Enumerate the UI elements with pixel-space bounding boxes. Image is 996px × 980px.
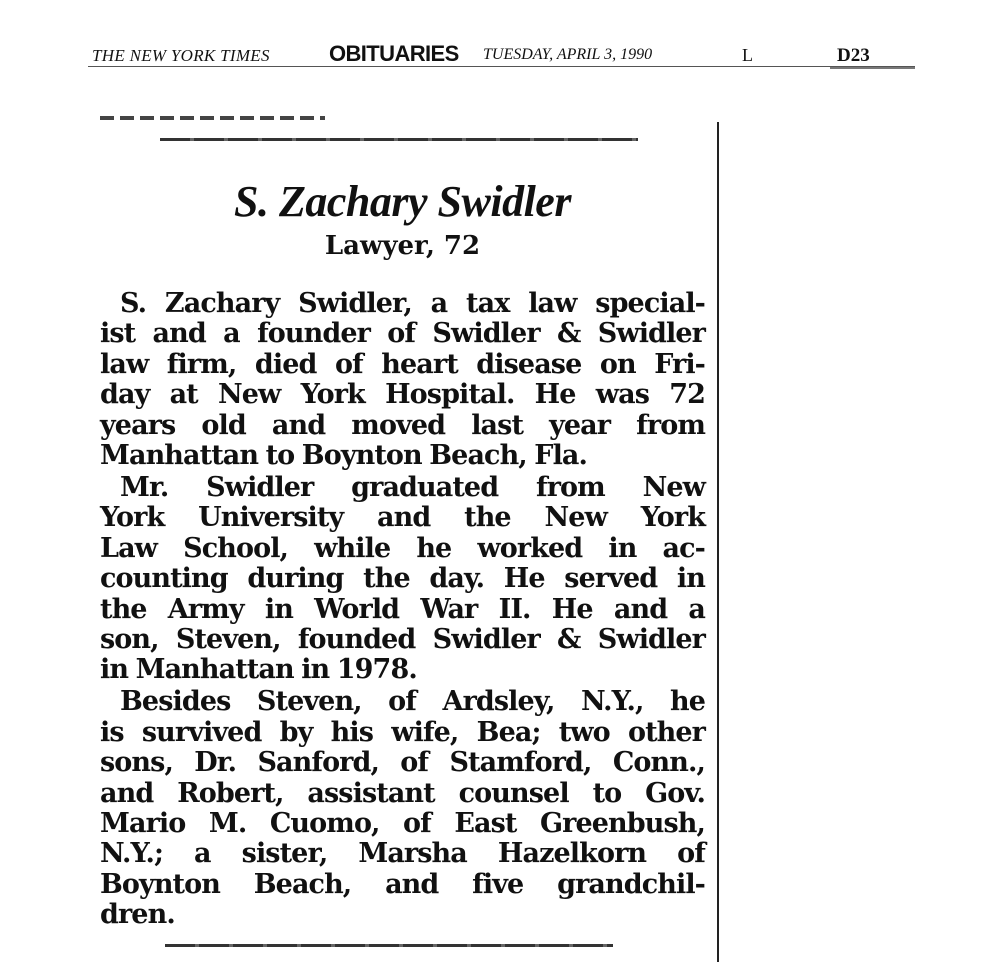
article-line: York University and the New York bbox=[100, 502, 705, 534]
article-line: is survived by his wife, Bea; two other bbox=[100, 716, 705, 748]
previous-article-fragment bbox=[100, 112, 325, 124]
issue-date: TUESDAY, APRIL 3, 1990 bbox=[483, 46, 653, 63]
edition-letter: L bbox=[742, 45, 753, 65]
masthead-rule-accent bbox=[830, 67, 915, 69]
article-paragraph bbox=[100, 687, 705, 930]
obituary-headline: S. Zachary Swidler bbox=[234, 177, 571, 226]
article-line: Mario M. Cuomo, of East Greenbush, bbox=[100, 807, 705, 839]
article-line: dren. bbox=[100, 899, 175, 931]
separator-rule-bottom bbox=[165, 944, 613, 947]
article-line: Besides Steven, of Ardsley, N.Y., he bbox=[120, 686, 705, 718]
column-divider bbox=[717, 122, 719, 962]
article-line: in Manhattan in 1978. bbox=[100, 654, 417, 686]
article-paragraph bbox=[100, 289, 705, 471]
article-line: N.Y.; a sister, Marsha Hazelkorn of bbox=[100, 838, 705, 870]
article-line: and Robert, assistant counsel to Gov. bbox=[100, 777, 705, 809]
newspaper-name: THE NEW YORK TIMES bbox=[92, 46, 270, 65]
article-line: the Army in World War II. He and a bbox=[100, 593, 705, 625]
article-line: Law School, while he worked in ac- bbox=[100, 532, 705, 564]
separator-rule-top bbox=[160, 138, 638, 141]
article-line: Manhattan to Boynton Beach, Fla. bbox=[100, 440, 588, 472]
article-line: counting during the day. He served in bbox=[100, 563, 705, 595]
obituary-subhead: Lawyer, 72 bbox=[324, 231, 481, 261]
page-number: D23 bbox=[837, 45, 870, 66]
article-line: ist and a founder of Swidler & Swidler bbox=[100, 318, 705, 350]
article-line: S. Zachary Swidler, a tax law special- bbox=[120, 288, 705, 319]
article-line: day at New York Hospital. He was 72 bbox=[100, 379, 705, 411]
article-line: sons, Dr. Sanford, of Stamford, Conn., bbox=[100, 747, 705, 779]
article-body bbox=[100, 289, 705, 932]
article-line: Boynton Beach, and five grandchil- bbox=[100, 868, 705, 900]
article-line: law firm, died of heart disease on Fri- bbox=[100, 348, 705, 380]
masthead bbox=[92, 42, 912, 66]
article-line: years old and moved last year from bbox=[100, 409, 705, 441]
article-line: Mr. Swidler graduated from New bbox=[120, 471, 705, 503]
masthead-rule bbox=[88, 66, 915, 67]
article-paragraph bbox=[100, 473, 705, 686]
section-name: OBITUARIES bbox=[329, 41, 459, 66]
article-line: son, Steven, founded Swidler & Swidler bbox=[100, 623, 705, 655]
